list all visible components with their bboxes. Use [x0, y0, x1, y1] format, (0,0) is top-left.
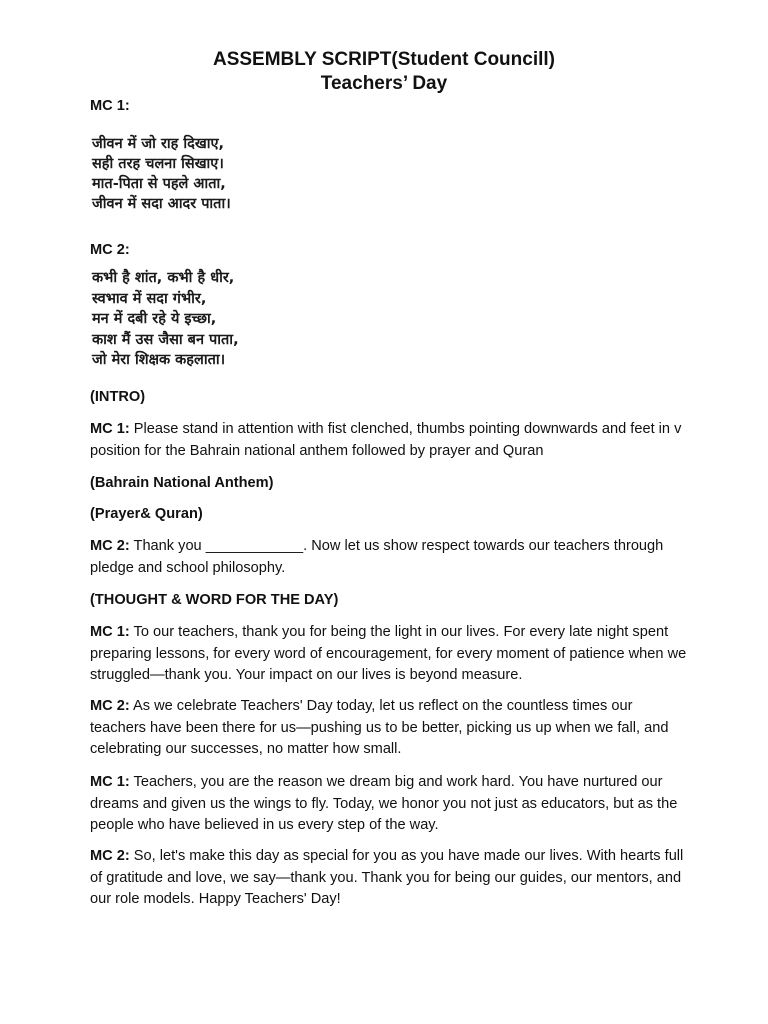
- document-title: ASSEMBLY SCRIPT(Student Councill): [212, 49, 556, 70]
- script-line: MC 1: To our teachers, thank you for being the light in our lives. For every late night spent preparing lessons, for every word of encouragement, for every moment of patience when we struggled—thank you. Your impact on our lives is beyond measure.: [90, 624, 687, 683]
- poem-line: कभी है शांत, कभी है धीर,: [92, 270, 235, 286]
- section-prayer: (Prayer& Quran): [90, 506, 203, 522]
- script-line: MC 2: Thank you ____________. Now let us show respect towards our teachers through pledge and school philosophy.: [90, 538, 664, 576]
- section-thought: (THOUGHT & WORD FOR THE DAY): [90, 592, 339, 608]
- poem-line: जीवन में जो राह दिखाए,: [92, 136, 224, 152]
- hindi-poem-2: [92, 268, 322, 371]
- section-intro: (INTRO): [90, 389, 146, 405]
- document-subtitle: Teachers’ Day: [320, 73, 448, 94]
- section-anthem: (Bahrain National Anthem): [90, 475, 274, 491]
- hindi-poem-1: [92, 134, 322, 214]
- mc1-label: MC 1:: [90, 98, 130, 114]
- poem-line: मात-पिता से पहले आता,: [92, 176, 226, 192]
- script-line: MC 2: As we celebrate Teachers' Day today, let us reflect on the countless times our teachers have been there for us—pushing us to be better, picking us up when we fall, and celebrating our successes, no matter how small.: [90, 698, 669, 757]
- poem-line: स्वभाव में सदा गंभीर,: [92, 290, 207, 307]
- poem-line: सही तरह चलना सिखाए।: [92, 156, 224, 172]
- script-line: MC 2: So, let's make this day as special for you as you have made our lives. With hearts full of gratitude and love, we say—thank you. Thank you for being our guides, our mentors, and our role models. Happy Teachers' Day!: [90, 848, 684, 907]
- poem-line: मन में दबी रहे ये इच्छा,: [92, 311, 217, 327]
- script-line: MC 1: Please stand in attention with fist clenched, thumbs pointing downwards and feet in v position for the Bahrain national anthem followed by prayer and Quran: [90, 421, 682, 459]
- poem-line: जो मेरा शिक्षक कहलाता।: [92, 352, 226, 368]
- mc2-label: MC 2:: [90, 242, 130, 258]
- script-line: MC 1: Teachers, you are the reason we dream big and work hard. You have nurtured our dreams and given us the wings to fly. Today, we honor you not just as educators, but as the people who have believed in us every step of the way.: [90, 774, 678, 833]
- poem-line: जीवन में सदा आदर पाता।: [92, 196, 231, 212]
- poem-line: काश मैं उस जैसा बन पाता,: [92, 331, 239, 348]
